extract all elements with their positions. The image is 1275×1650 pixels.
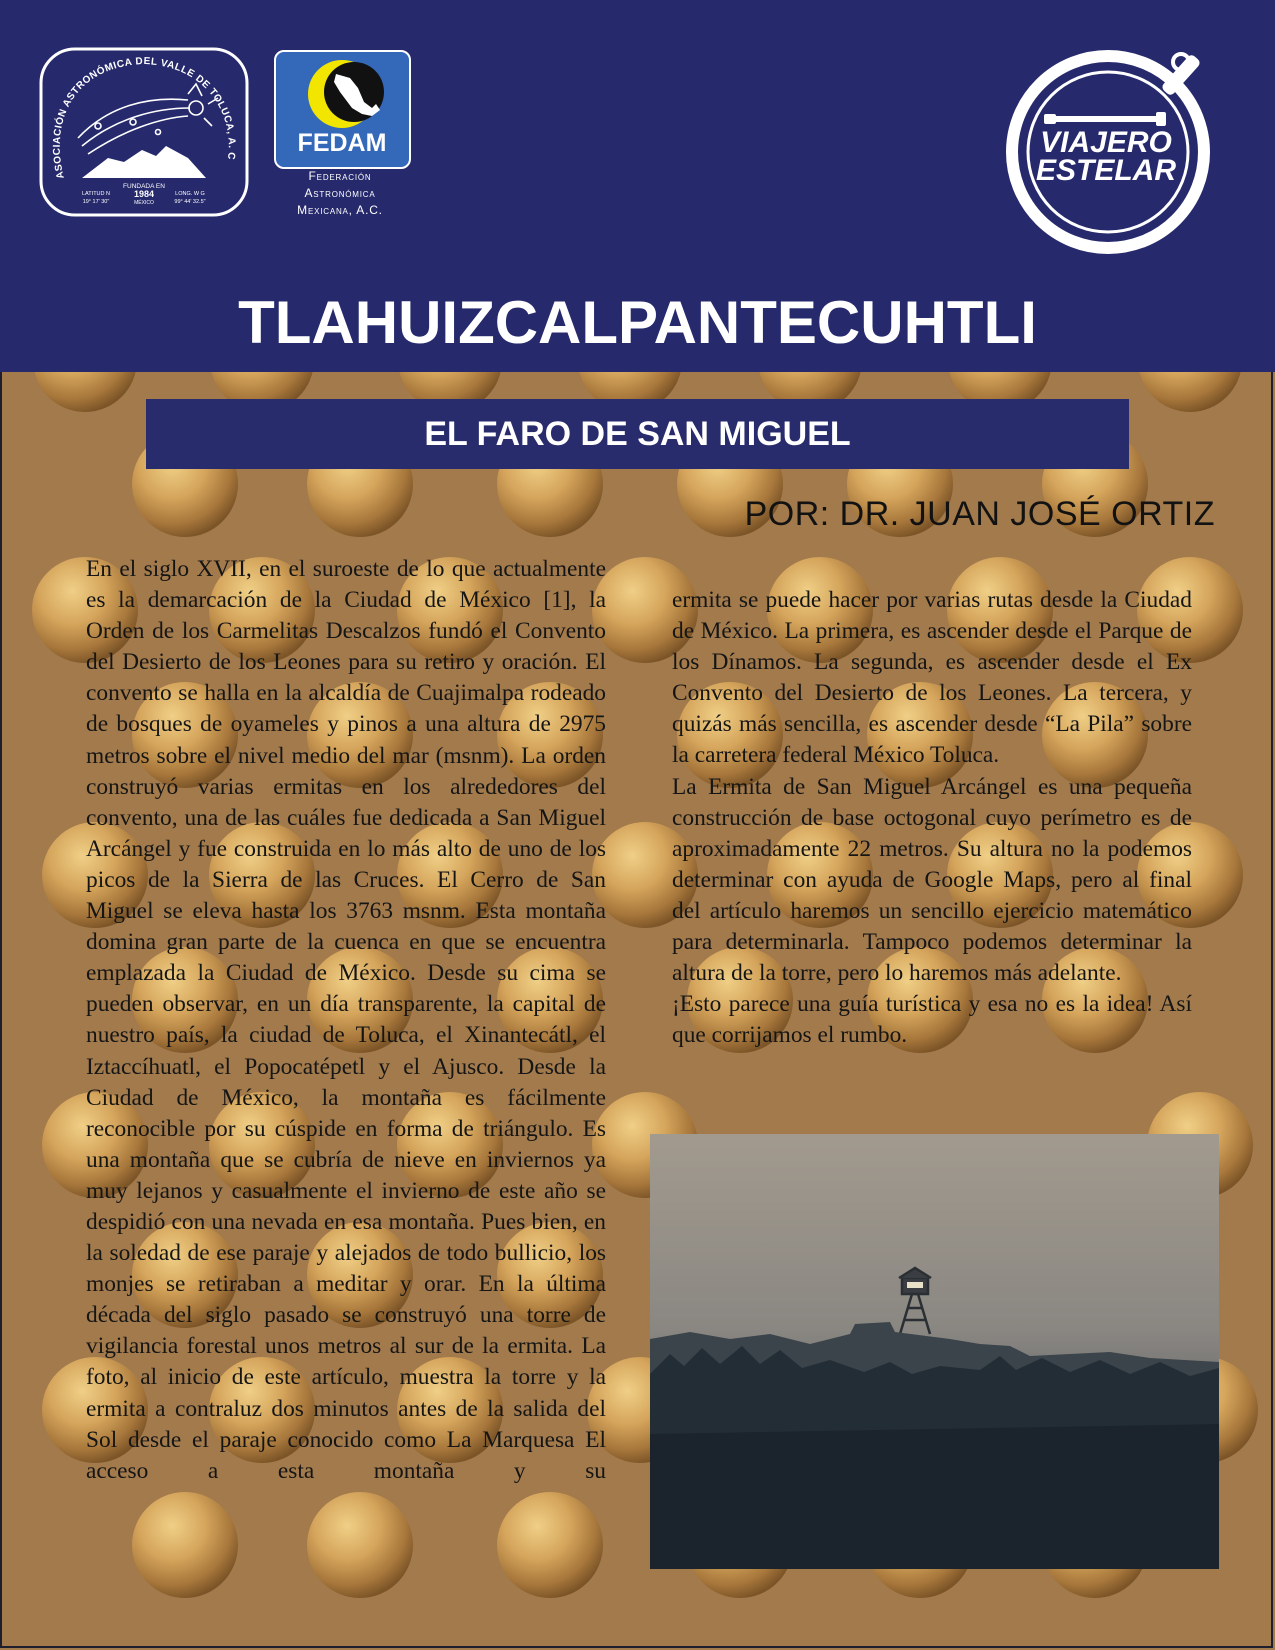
volcano-icon <box>82 146 206 178</box>
avt-ring-text: ASOCIACIÓN ASTRONÓMICA DEL VALLE DE TOLUCA, A. C <box>51 55 237 180</box>
avt-long-label: LONG. W G <box>175 191 205 197</box>
fedam-caption-line: Federación <box>308 169 372 183</box>
fedam-caption-line: Mexicana, A.C. <box>297 203 383 217</box>
article-column-right <box>672 585 1192 1051</box>
article-paragraph: ermita se puede hacer por varias rutas desde la Ciudad de México. La primera, es ascender desde el Parque de los Dínamos. La segunda, es ascender desde el Ex Convento del Desierto de los Leones. La tercera, y quizás más sencilla, es ascender desde “La Pila” sobre la carretera federal México Toluca. <box>672 587 1192 769</box>
avt-long-value: 99° 44' 32.5" <box>174 199 206 205</box>
fedam-name: FEDAM <box>297 129 387 157</box>
avt-lat-value: 19° 17' 30" <box>82 199 110 205</box>
avt-founded-year: 1984 <box>133 189 155 199</box>
viajero-text: VIAJERO <box>1040 126 1172 159</box>
article-paragraph: En el siglo XVII, en el suroeste de lo que actualmente es la demarcación de la Ciudad de México [1], la Orden de los Carmelitas Descalzos fundó el Convento del Desierto de los Leones para su retiro y oración. El convento se halla en la alcaldía de Cuajimalpa rodeado de bosques de oyameles y pinos a una altura de 2975 metros sobre el nivel medio del mar (msnm). La orden construyó varias ermitas en los alrededores del convento, una de las cuáles fue dedicada a San Miguel Arcángel y fue construida en lo más alto de uno de los picos de la Sierra de las Cruces. El Cerro de San Miguel se eleva hasta los 3763 msnm. Esta montaña domina gran parte de la cuenca en que se encuentra emplazada la Ciudad de México. Desde su cima se pueden observar, en un día transparente, la capital de nuestro país, la ciudad de Toluca, el Xinantecátl, el Iztaccíhuatl, el Popocatépetl y el Ajusco. Desde la Ciudad de México, la montaña es fácilmente reconocible por su cúspide en forma de triángulo. Es una montaña que se cubría de nieve en inviernos ya muy lejanos y casualmente el invierno de este año se despidió con una nevada en esa montaña. Pues bien, en la soledad de ese paraje y alejados de todo bullicio, los monjes se retiraban a meditar y orar. En la última década del siglo pasado se construyó una torre de vigilancia forestal unos metros al sur de la ermita. La foto, al inicio de este artículo, muestra la torre y la ermita a contraluz dos minutos antes de la salida del Sol desde el paraje conocido como La Marquesa El acceso a esta montaña y su <box>86 556 606 1484</box>
tower-hermitage-photo <box>650 1134 1219 1569</box>
viajero-estelar-logo <box>1000 30 1230 260</box>
avt-place: MÉXICO <box>134 200 154 206</box>
page-title: TLAHUIZCALPANTECUHTLI <box>238 289 1037 356</box>
avt-founded-label: FUNDADA EN <box>123 183 165 190</box>
article-paragraph: ¡Esto parece una guía turística y esa no es la idea! Así que corrijamos el rumbo. <box>672 991 1192 1049</box>
article-paragraph: La Ermita de San Miguel Arcángel es una pequeña construcción de base octogonal cuyo perímetro es de aproximadamente 22 metros. Su altura no la podemos determinar con ayuda de Google Maps, pero al final del artículo haremos un sencillo ejercicio matemático para determinarla. Tampoco podemos determinar la altura de la torre, pero lo haremos más adelante. <box>672 773 1192 987</box>
telescope-icon <box>1044 112 1166 126</box>
avt-logo <box>38 46 250 218</box>
comet-icon <box>78 84 218 154</box>
fedam-caption-line: Astronómica <box>304 186 376 200</box>
author-byline: POR: DR. JUAN JOSÉ ORTIZ <box>744 495 1215 533</box>
article-subtitle: EL FARO DE SAN MIGUEL <box>424 415 851 453</box>
avt-lat-label: LATITUD N <box>81 191 111 197</box>
article-column-left <box>86 554 606 1487</box>
fedam-caption <box>264 168 416 219</box>
estelar-text: ESTELAR <box>1035 154 1177 187</box>
fedam-logo <box>274 50 411 169</box>
